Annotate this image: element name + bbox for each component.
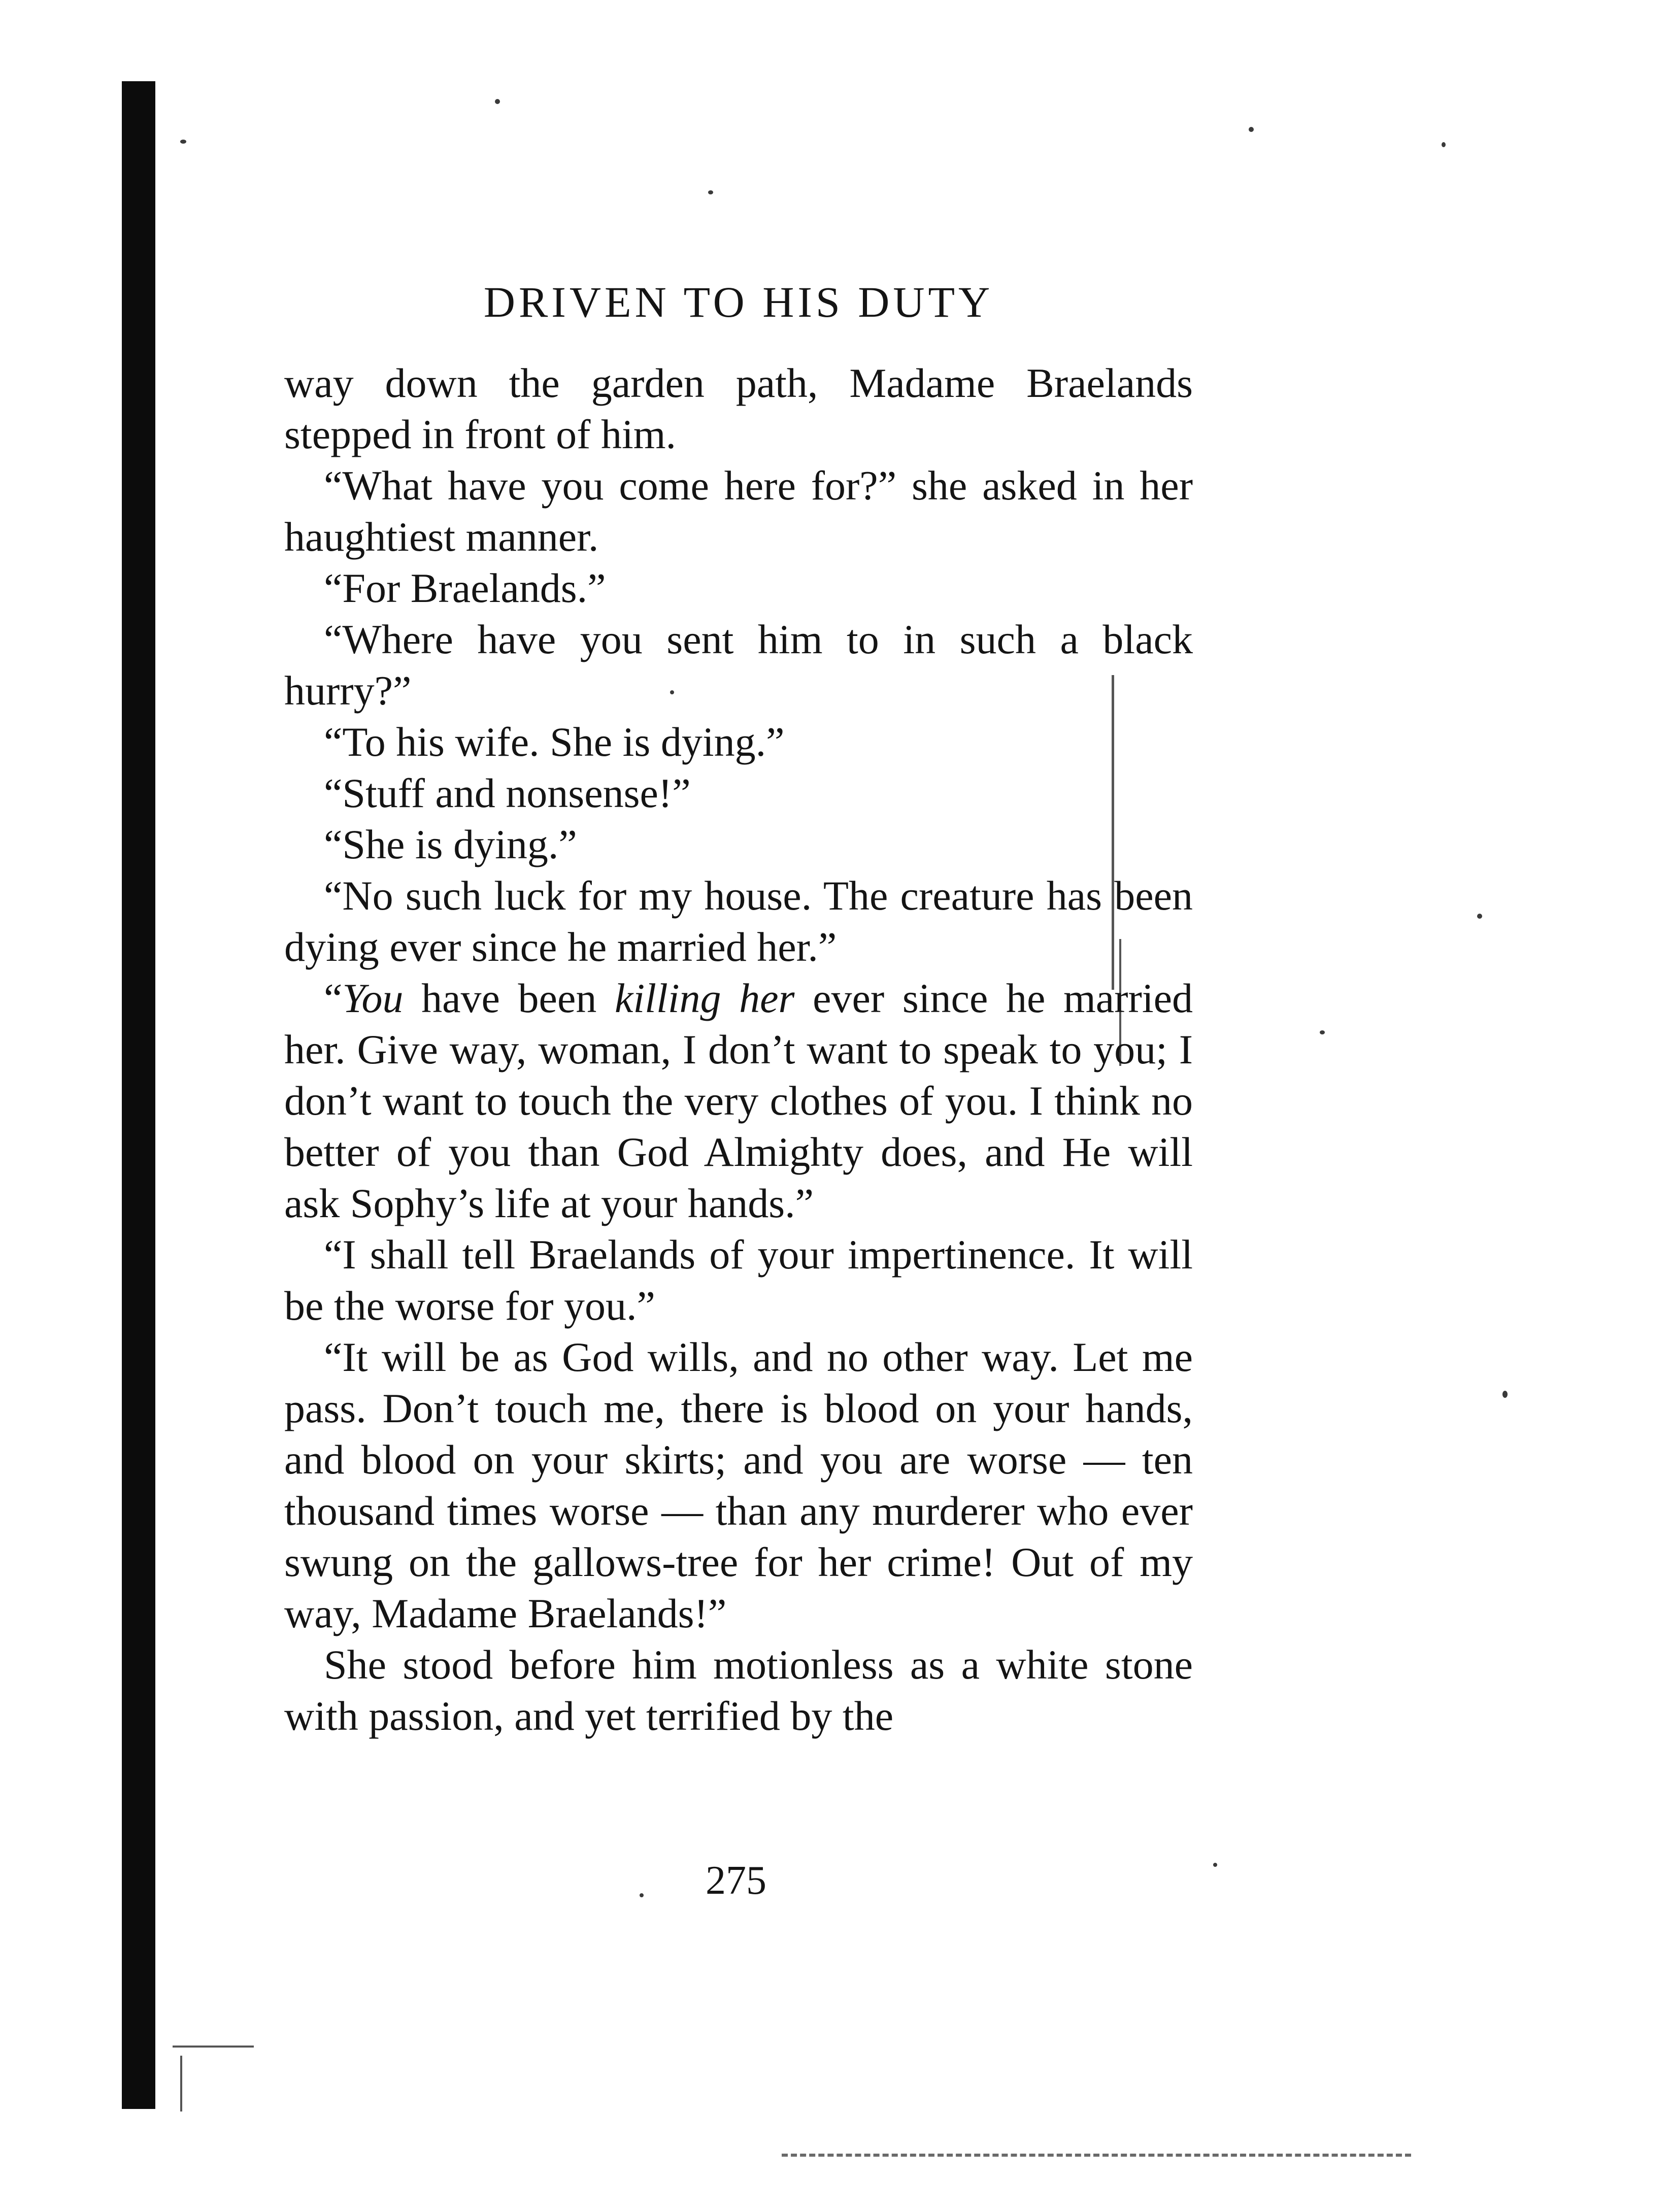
text-run: way down the garden path, Madame Braelands stepped in front of him. [284,360,1193,457]
paragraph [284,1229,1193,1331]
binding-shadow [122,81,155,2109]
running-head: DRIVEN TO HIS DUTY [483,278,994,326]
scan-speck [1213,1863,1217,1867]
paragraph [284,1639,1193,1741]
text-run: “No such luck for my house. The creature has been dying ever since he married her.” [284,873,1193,970]
scan-speck [495,99,500,104]
page-number: 275 [706,1858,766,1903]
scan-speck [1320,1030,1325,1034]
scan-speck [1477,914,1482,919]
paragraph [284,1331,1193,1639]
scan-mark [173,2046,254,2048]
paragraph [284,357,1193,460]
paragraph [284,870,1193,973]
scan-mark [180,2056,182,2112]
scan-edge-rule [782,2154,1411,2157]
scan-speck [1502,1391,1508,1398]
paragraph [284,460,1193,562]
text-run: “I shall tell Braelands of your impertinence. It will be the worse for you.” [284,1231,1193,1329]
text-run: She stood before him motionless as a white stone with passion, and yet terrified by the [284,1641,1193,1739]
scan-speck [1442,142,1446,147]
italic-text: killing her [615,975,795,1021]
paragraph [284,973,1193,1229]
text-run: “Where have you sent him to in such a black hurry?” [284,616,1193,714]
text-run: “She is dying.” [324,821,577,867]
body-text [284,357,1193,1741]
text-run: “ [324,975,343,1021]
text-run: “It will be as God wills, and no other way. Let me pass. Don’t touch me, there is blood on your hands, and blood on your skirts; and you are worse — ten thousand times worse — than any murderer who ever swung on the gallows-tree for her crime! Out of my way, Madame Braelands!” [284,1334,1193,1636]
text-run: ever since he married her. Give way, woman, I don’t want to speak to you; I don’t want to touch the very clothes of you. I think no better of you than God Almighty does, and He will ask Sophy’s life at your hands.” [284,975,1193,1226]
scan-speck [708,190,713,194]
paragraph [284,767,1193,819]
text-run: have been [403,975,615,1021]
italic-text: You [342,975,404,1021]
text-run: “To his wife. She is dying.” [324,719,785,765]
paragraph [284,614,1193,716]
scan-speck [640,1893,644,1897]
text-run: “Stuff and nonsense!” [324,770,691,816]
text-run: “For Braelands.” [324,565,606,611]
paragraph [284,562,1193,614]
scan-speck [1249,127,1254,132]
text-run: “What have you come here for?” she asked in her haughtiest manner. [284,462,1193,560]
paragraph [284,819,1193,870]
scan-speck [180,140,186,144]
paragraph [284,716,1193,767]
